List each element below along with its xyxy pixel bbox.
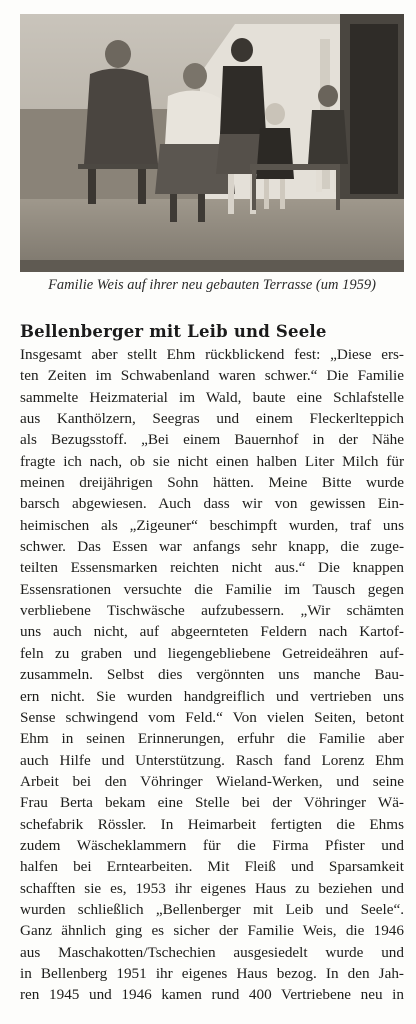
article-body xyxy=(20,344,404,1006)
body-line: ren 1945 und 1946 kamen rund 400 Vertriebene neu in xyxy=(20,986,404,1004)
body-line: Sense schwingend vom Feld.“ Von vielen Seiten, betont xyxy=(20,708,404,726)
body-line: als Bezugsstoff. „Bei einem Bauernhof in der Nähe xyxy=(20,431,404,449)
body-line: zusammeln. Selbst dies vergönnten uns manche Bau- xyxy=(20,666,404,684)
body-line: schwer. Das Essen war anfangs sehr knapp, die zuge- xyxy=(20,538,404,556)
body-line: verbliebene Tischwäsche aufzubessern. „Wir schämten xyxy=(20,602,404,620)
body-line: heimischen als „Zigeuner“ beschimpft wurden, traf uns xyxy=(20,516,404,534)
body-line: Ganz ähnlich ging es sicher der Familie Weis, die 1946 xyxy=(20,922,404,940)
body-line: sammelte Heizmaterial im Wald, baute eine Schlafstelle xyxy=(20,388,404,406)
body-line: Arbeit bei den Vöhringer Wieland-Werken, und seine xyxy=(20,772,404,790)
body-line: in Bellenberg 1951 ihr eigenes Haus bezog. In den Jah- xyxy=(20,964,404,982)
body-line: feln zu graben und liegengebliebene Getreideähren auf- xyxy=(20,644,404,662)
body-line: barsch abgewiesen. Auch dass wir von gewissen Ein- xyxy=(20,495,404,513)
section-heading: Bellenberger mit Leib und Seele xyxy=(20,322,327,341)
body-line: halfen bei Erntearbeiten. Mit Fleiß und Sparsamkeit xyxy=(20,858,404,876)
body-line: teilten Essensmarken reichten nicht aus.“ Die knappen xyxy=(20,559,404,577)
photo-caption: Familie Weis auf ihrer neu gebauten Terrasse (um 1959) xyxy=(48,277,376,293)
body-line: meinen dreijährigen Sohn hätten. Meine Bitte wurde xyxy=(20,474,404,492)
body-line: Essensrationen versuchte die Familie im Tausch gegen xyxy=(20,580,404,598)
body-line: aus Kanthölzern, Seegras und einem Fleckerlteppich xyxy=(20,410,404,428)
body-line: aus Maschakotten/Tschechien ausgesiedelt wurde und xyxy=(20,943,404,961)
body-line: ten Zeiten im Schwabenland waren schwer.“ Die Familie xyxy=(20,367,404,385)
body-line: zudem Wäscheklammern für die Firma Pfister und xyxy=(20,836,404,854)
family-photo xyxy=(20,14,404,272)
body-line: schefabrik Rössler. In Heimarbeit fertigten die Ehms xyxy=(20,815,404,833)
body-line: Insgesamt aber stellt Ehm rückblickend fest: „Diese ers- xyxy=(20,346,404,363)
body-line: uns auch nicht, auf abgeernteten Feldern nach Kartof- xyxy=(20,623,404,641)
body-line: Ehm in seinen Erinnerungen, erfuhr die Familie aber xyxy=(20,730,404,748)
body-line: ern nicht. Sie wurden handgreiflich und vertrieben uns xyxy=(20,687,404,705)
body-line: fragte ich nach, ob sie nicht einen halben Liter Milch für xyxy=(20,452,404,470)
body-line: Frau Berta bekam eine Stelle bei der Vöhringer Wä- xyxy=(20,794,404,812)
body-line: schafften sie es, 1953 ihr eigenes Haus zu beziehen und xyxy=(20,879,404,897)
body-line: auch Hilfe und Unterstützung. Rasch fand Lorenz Ehm xyxy=(20,751,404,769)
body-line: wurden schließlich „Bellenberger mit Leib und Seele“. xyxy=(20,900,404,918)
